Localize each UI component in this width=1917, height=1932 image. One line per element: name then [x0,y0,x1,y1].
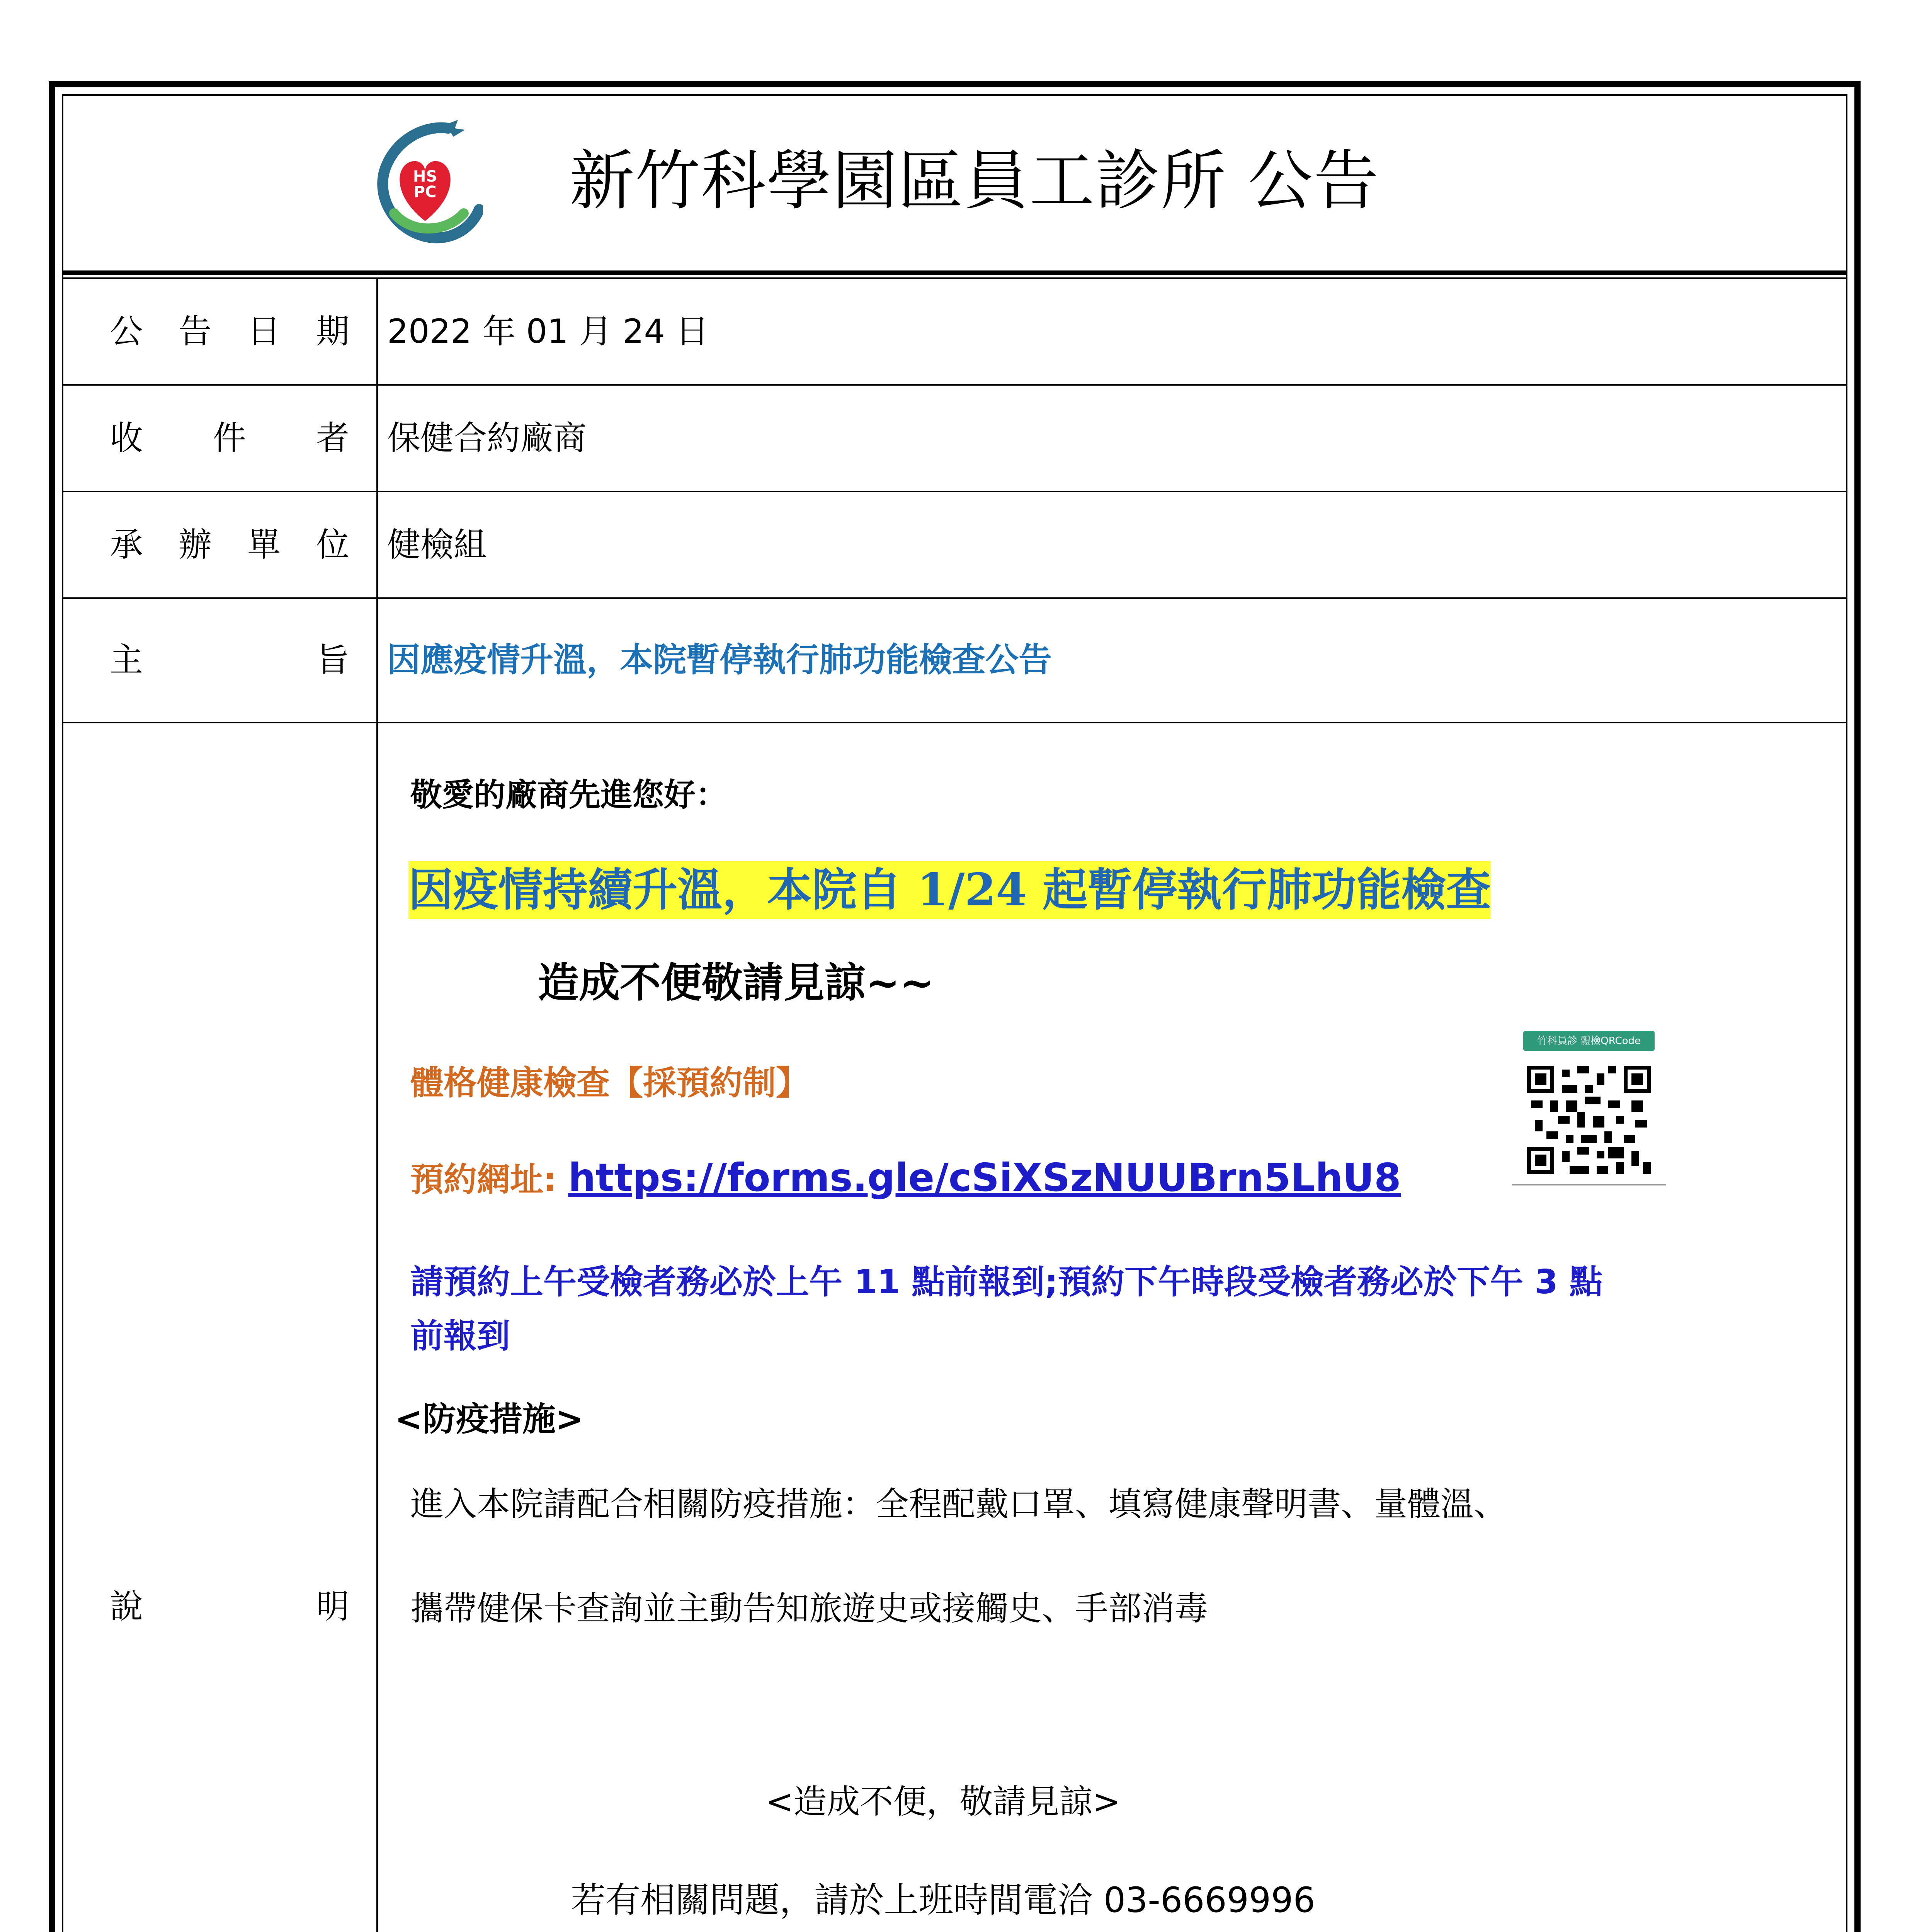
booking-link[interactable]: https://forms.gle/cSiXSzNUUBrn5LhU8 [568,1155,1401,1200]
announcement-header [63,96,1846,270]
label-description: 說 明 [110,1587,349,1626]
qr-code-icon [1527,1066,1651,1174]
time-notice-line1: 請預約上午受檢者務必於上午 11 點前報到;預約下午時段受檢者務必於下午 3 點 [410,1263,1603,1301]
row-divider [63,384,1846,386]
announce-date-value: 2022 年 01 月 24 日 [387,312,709,351]
row-divider [63,597,1846,599]
exam-title: 體格健康檢查【採預約制】 [410,1064,809,1102]
label-handling-unit: 承 辦 單 位 [110,526,349,564]
label-recipient: 收 件 者 [110,419,349,457]
svg-text:HS: HS [413,168,437,185]
row-divider [63,491,1846,492]
time-notice-line2: 前報到 [410,1317,510,1355]
measures-line1: 進入本院請配合相關防疫措施：全程配戴口罩、填寫健康聲明書、量體溫、 [410,1485,1507,1524]
contact-line: 若有相關問題，請於上班時間電洽 03-6669996 [571,1880,1315,1920]
svg-text:PC: PC [413,183,437,201]
clinic-logo [367,117,483,244]
qr-code-block [1512,1031,1666,1185]
qr-underline [1512,1184,1666,1185]
announcement-frame [49,81,1861,1932]
closing-apology: <造成不便，敬請見諒> [765,1782,1121,1821]
recipient-value: 保健合約廠商 [387,419,587,457]
subject-value: 因應疫情升溫，本院暫停執行肺功能檢查公告 [387,641,1052,679]
measures-line2: 攜帶健保卡查詢並主動告知旅遊史或接觸史、手部消毒 [410,1589,1208,1628]
page-title: 新竹科學園區員工診所 公告 [570,143,1379,219]
label-announce-date: 公 告 日 期 [110,312,349,351]
qr-caption: 竹科員診 體檢QRCode [1523,1031,1655,1051]
column-divider [376,279,378,1932]
booking-label: 預約網址: [410,1160,568,1199]
handling-unit-value: 健檢組 [387,526,487,564]
measures-title: <防疫措施> [395,1400,584,1439]
description-cell [387,722,1823,1932]
announcement-table [62,94,1847,1932]
label-subject: 主 旨 [110,641,349,679]
suspension-highlight: 因疫情持續升溫，本院自 1/24 起暫停執行肺功能檢查 [408,861,1491,919]
header-divider [63,270,1846,279]
apology-line: 造成不便敬請見諒~~ [538,958,934,1007]
greeting: 敬愛的廠商先進您好： [410,777,728,813]
